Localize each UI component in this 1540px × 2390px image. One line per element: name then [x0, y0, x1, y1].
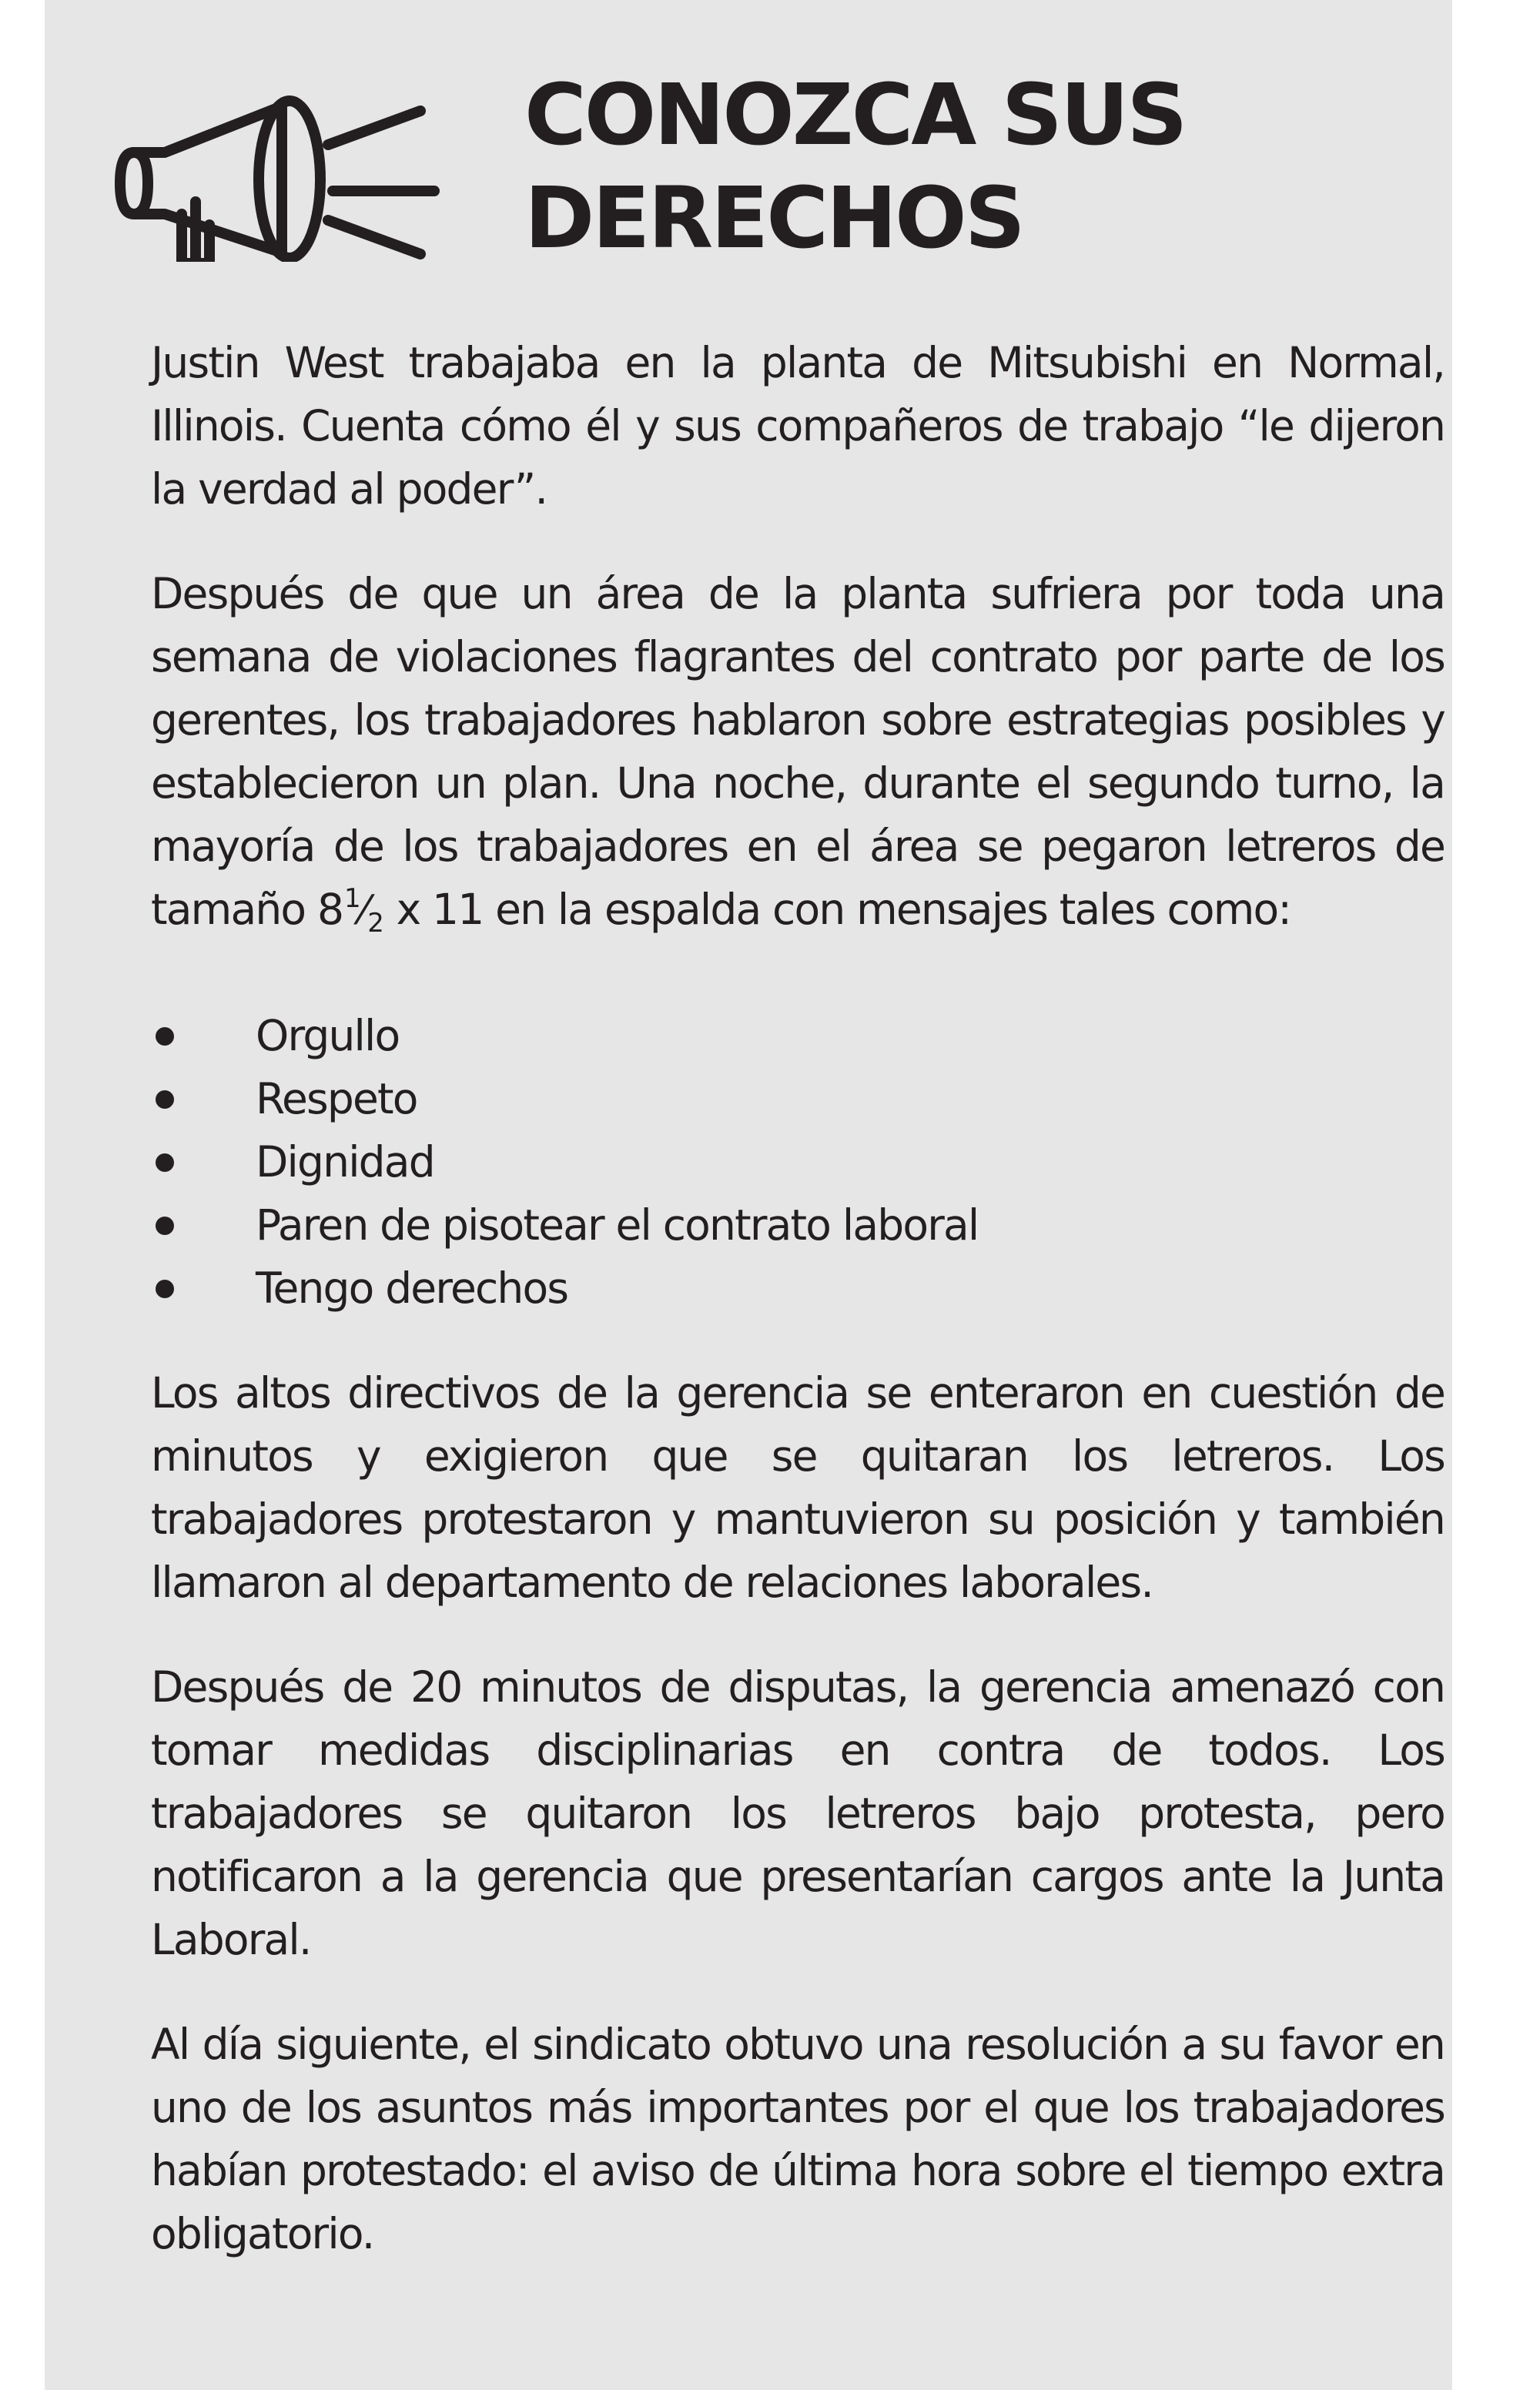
bullet-dot	[156, 1153, 174, 1172]
page-title	[524, 63, 1186, 269]
know-your-rights-panel	[45, 0, 1452, 2390]
list-item-text: Tengo derechos	[256, 1264, 568, 1313]
panel-header	[105, 46, 1414, 277]
list-item-text: Dignidad	[256, 1137, 434, 1187]
fraction-denominator: 2	[367, 908, 384, 939]
paragraph-dispute: Después de 20 minutos de disputas, la gerencia amenazó con tomar medidas disciplinarias en contra de todos. Los trabajadores se quitaron los letreros bajo protesta, pero notificaron a la gerencia que presentarían cargos ante la Junta Laboral.	[151, 1662, 1445, 1964]
list-item	[151, 1004, 1445, 1067]
bullet-dot	[156, 1217, 174, 1235]
fraction-whole: 8	[316, 885, 344, 934]
list-item-text: Orgullo	[256, 1011, 400, 1060]
fraction-size	[317, 878, 384, 942]
bullet-dot	[156, 1280, 174, 1298]
list-item	[151, 1193, 1445, 1257]
title-line-1: CONOZCA SUS	[524, 65, 1186, 164]
paragraph-plan-text-after: x 11 en la espalda con mensajes tales como:	[383, 885, 1291, 934]
fraction-numerator: 1	[343, 883, 361, 914]
megaphone-icon	[105, 46, 444, 262]
article-body	[151, 331, 1445, 2265]
sign-messages-list	[151, 1004, 1445, 1320]
list-item	[151, 1067, 1445, 1130]
paragraph-plan	[151, 562, 1445, 942]
bullet-dot	[156, 1027, 174, 1046]
paragraph-plan-text-before: Después de que un área de la planta sufriera por toda una semana de violaciones flagrantes del contrato por parte de los gerentes, los trabajadores hablaron sobre estrategias posibles y establecieron un plan. Una noche, durante el segundo turno, la mayoría de los trabajadores en el área se pegaron letreros de tamaño	[151, 569, 1445, 934]
list-item	[151, 1257, 1445, 1320]
bullet-dot	[156, 1090, 174, 1109]
paragraph-outcome: Al día siguiente, el sindicato obtuvo una resolución a su favor en uno de los asuntos más importantes por el que los trabajadores habían protestado: el aviso de última hora sobre el tiempo extra obligatorio.	[151, 2020, 1445, 2258]
list-item	[151, 1130, 1445, 1193]
list-item-text: Paren de pisotear el contrato laboral	[256, 1200, 979, 1250]
fraction-slash: ⁄	[360, 888, 368, 934]
paragraph-management-response: Los altos directivos de la gerencia se enteraron en cuestión de minutos y exigieron que se quitaran los letreros. Los trabajadores protestaron y mantuvieron su posición y también llamaron al departamento de relaciones laborales.	[151, 1368, 1445, 1607]
paragraph-intro: Justin West trabajaba en la planta de Mitsubishi en Normal, Illinois. Cuenta cómo él y sus compañeros de trabajo “le dijeron la verdad al poder”.	[151, 338, 1445, 514]
title-line-2: DERECHOS	[524, 169, 1023, 267]
list-item-text: Respeto	[256, 1074, 417, 1123]
